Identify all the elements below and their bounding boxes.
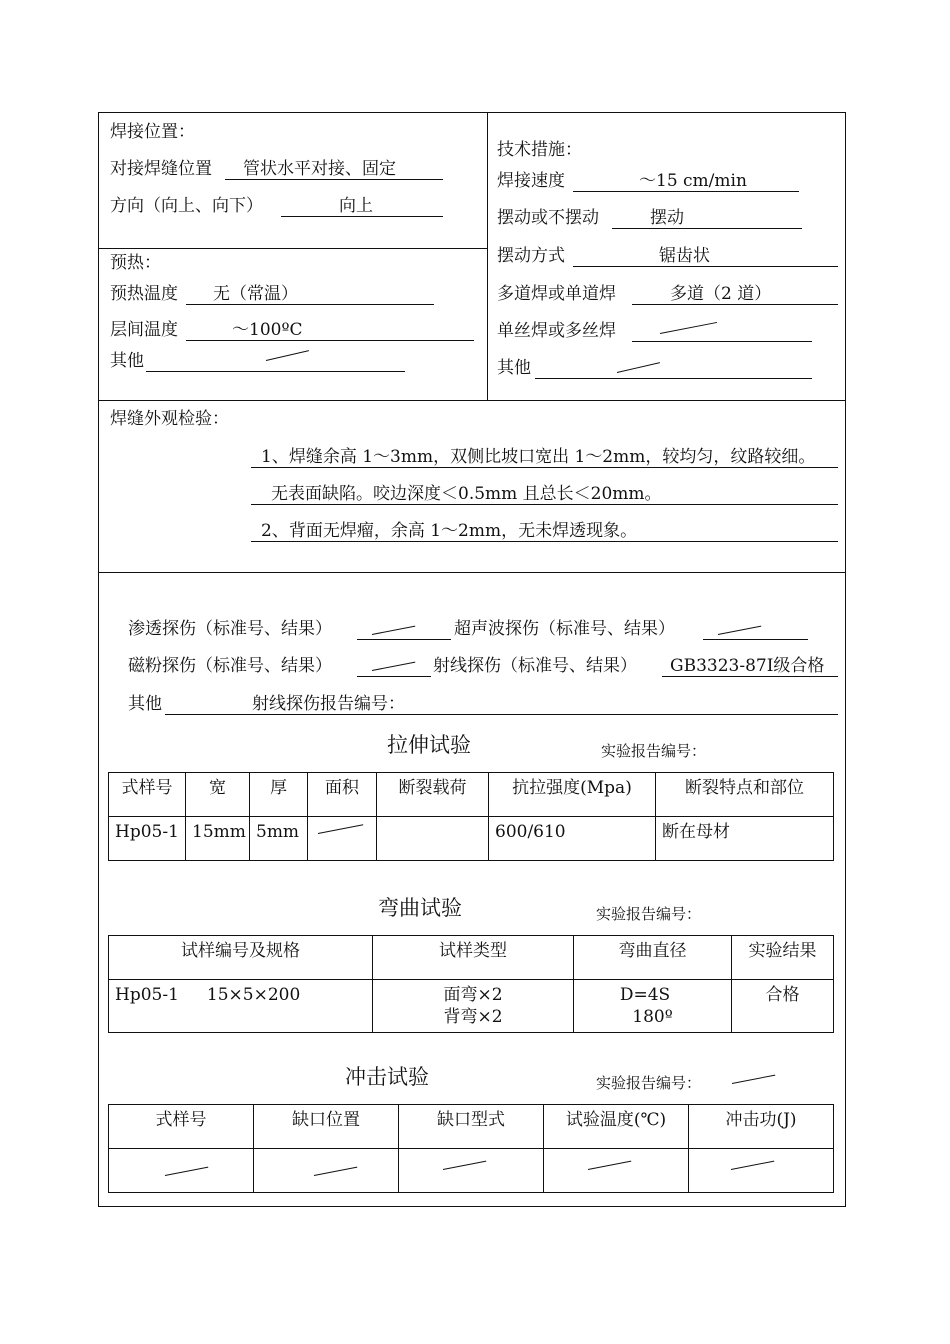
- impact-header-temperature: 试验温度(℃): [544, 1105, 689, 1149]
- bend-cell-spec: [109, 980, 373, 1033]
- wire-field: [632, 321, 812, 342]
- direction-field: [281, 196, 443, 217]
- bend-table: [108, 935, 834, 1033]
- tensile-header-specimen: 式样号: [109, 773, 186, 817]
- ultrasonic-label: 超声波探伤（标准号、结果）: [454, 619, 675, 639]
- tensile-cell-load: [377, 817, 489, 861]
- bend-header-result: 实验结果: [732, 936, 834, 980]
- bend-cell-diameter: [574, 980, 732, 1033]
- impact-energy-slash-mark: [731, 1161, 774, 1170]
- wire-label: 单丝焊或多丝焊: [497, 321, 616, 341]
- impact-report-label: 实验报告编号：: [596, 1074, 702, 1092]
- tensile-title: 拉伸试验: [387, 733, 471, 757]
- impact-header-row: [109, 1105, 834, 1149]
- bend-cell-type: [373, 980, 574, 1033]
- bend-cell-result: 合格: [732, 980, 834, 1033]
- bend-angle-value: 180º: [632, 1007, 673, 1027]
- impact-specimen-slash-mark: [165, 1167, 208, 1176]
- impact-header-notch-type: 缺口型式: [399, 1105, 544, 1149]
- bend-spec-id: Hp05-1: [115, 985, 179, 1005]
- weld-speed-value: ～15 cm/min: [639, 171, 747, 191]
- radiographic-field: [662, 656, 838, 677]
- ndt-divider: [98, 572, 846, 573]
- tensile-cell-thickness: 5mm: [250, 817, 308, 861]
- impact-position-slash-mark: [314, 1167, 357, 1176]
- tensile-header-area: 面积: [308, 773, 377, 817]
- bend-spec-size: 15×5×200: [206, 985, 301, 1005]
- tensile-header-width: 宽: [186, 773, 250, 817]
- impact-cell-notch-type: [399, 1149, 544, 1193]
- bend-type-face: 面弯×2: [443, 985, 503, 1005]
- bend-title: 弯曲试验: [378, 896, 462, 920]
- weave-method-label: 摆动方式: [497, 246, 565, 266]
- tensile-cell-strength: 600/610: [489, 817, 656, 861]
- top-section-divider: [487, 112, 488, 400]
- tensile-cell-width: 15mm: [186, 817, 250, 861]
- weave-method-field: [573, 246, 838, 267]
- ndt-other-field: [165, 694, 838, 715]
- impact-temperature-slash-mark: [588, 1161, 631, 1170]
- visual-line-3: [251, 521, 838, 542]
- table-row: [109, 817, 834, 861]
- weave-field: [612, 208, 802, 229]
- preheat-heading: 预热：: [110, 253, 161, 273]
- bend-header-diameter: 弯曲直径: [574, 936, 732, 980]
- joint-position-value: 管状水平对接、固定: [243, 159, 396, 179]
- pass-field: [632, 284, 838, 305]
- preheat-other-field: [146, 351, 405, 372]
- impact-cell-notch-position: [254, 1149, 399, 1193]
- impact-cell-energy: [689, 1149, 834, 1193]
- penetrant-label: 渗透探伤（标准号、结果）: [128, 619, 332, 639]
- weave-value: 摆动: [650, 208, 684, 228]
- table-row: [109, 1149, 834, 1193]
- impact-cell-specimen: [109, 1149, 254, 1193]
- impact-title: 冲击试验: [345, 1065, 429, 1089]
- impact-table: [108, 1104, 834, 1193]
- tensile-cell-fracture: 断在母材: [656, 817, 834, 861]
- tensile-area-slash-mark: [318, 824, 363, 834]
- impact-type-slash-mark: [443, 1161, 486, 1170]
- radiographic-label: 射线探伤（标准号、结果）: [433, 656, 637, 676]
- tensile-header-row: [109, 773, 834, 817]
- visual-divider: [98, 400, 846, 401]
- magnetic-label: 磁粉探伤（标准号、结果）: [128, 656, 332, 676]
- visual-text-2: 无表面缺陷。咬边深度＜0.5mm 且总长＜20mm。: [271, 484, 662, 504]
- bend-header-type: 试样类型: [373, 936, 574, 980]
- bend-header-row: [109, 936, 834, 980]
- impact-header-notch-position: 缺口位置: [254, 1105, 399, 1149]
- tensile-header-thickness: 厚: [250, 773, 308, 817]
- visual-text-3: 2、背面无焊瘤，余高 1～2mm，无未焊透现象。: [261, 521, 638, 541]
- impact-header-specimen: 式样号: [109, 1105, 254, 1149]
- tensile-cell-specimen: Hp05-1: [109, 817, 186, 861]
- tensile-header-strength: 抗拉强度(Mpa): [489, 773, 656, 817]
- interpass-temp-label: 层间温度: [110, 320, 178, 340]
- visual-text-1: 1、焊缝余高 1～3mm，双侧比坡口宽出 1～2mm，较均匀，纹路较细。: [261, 447, 816, 467]
- preheat-temp-label: 预热温度: [110, 284, 178, 304]
- weld-speed-label: 焊接速度: [497, 171, 565, 191]
- joint-position-label: 对接焊缝位置: [110, 159, 212, 179]
- preheat-temp-value: 无（常温）: [213, 284, 298, 304]
- tensile-report-label: 实验报告编号：: [601, 742, 707, 760]
- preheat-divider: [98, 248, 487, 249]
- radiographic-value: GB3323-87Ⅰ级合格: [670, 656, 825, 676]
- interpass-temp-value: ～100ºC: [232, 320, 303, 340]
- ultrasonic-field: [703, 619, 808, 640]
- impact-cell-temperature: [544, 1149, 689, 1193]
- interpass-temp-field: [186, 320, 474, 341]
- direction-label: 方向（向上、向下）: [110, 196, 263, 216]
- penetrant-field: [357, 619, 451, 640]
- joint-position-field: [225, 159, 443, 180]
- bend-diameter-value: D=4S: [619, 985, 671, 1005]
- bend-type-root: 背弯×2: [443, 1007, 503, 1027]
- technique-other-label: 其他: [497, 358, 531, 378]
- tensile-table: [108, 772, 834, 861]
- weld-speed-field: [573, 171, 799, 192]
- tensile-header-fracture: 断裂特点和部位: [656, 773, 834, 817]
- weave-label: 摆动或不摆动: [497, 208, 599, 228]
- technique-heading: 技术措施：: [497, 140, 582, 160]
- bend-header-spec: 试样编号及规格: [109, 936, 373, 980]
- weave-method-value: 锯齿状: [659, 246, 710, 266]
- preheat-other-label: 其他: [110, 351, 144, 371]
- tensile-header-load: 断裂载荷: [377, 773, 489, 817]
- tensile-cell-area: [308, 817, 377, 861]
- bend-report-label: 实验报告编号：: [596, 905, 702, 923]
- weld-position-heading: 焊接位置：: [110, 122, 195, 142]
- table-row: [109, 980, 834, 1033]
- visual-line-2: [251, 484, 838, 505]
- pass-label: 多道焊或单道焊: [497, 284, 616, 304]
- technique-other-field: [535, 358, 812, 379]
- preheat-temp-field: [186, 284, 434, 305]
- visual-heading: 焊缝外观检验：: [110, 409, 229, 429]
- visual-line-1: [251, 447, 838, 468]
- pass-value: 多道（2 道）: [670, 284, 772, 304]
- ndt-other-label: 其他: [128, 694, 162, 714]
- impact-header-energy: 冲击功(J): [689, 1105, 834, 1149]
- ndt-other-value: 射线探伤报告编号：: [252, 694, 405, 714]
- direction-value: 向上: [339, 196, 373, 216]
